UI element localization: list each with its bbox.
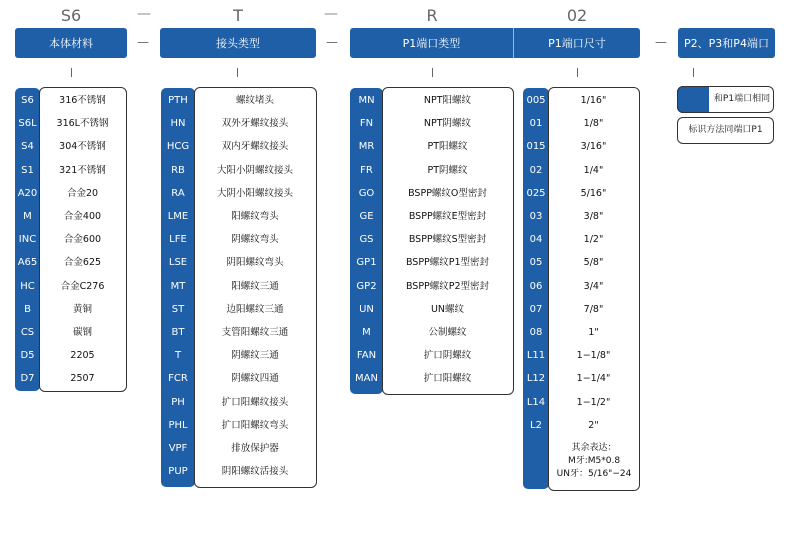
code-port-type: R [426, 6, 438, 25]
port-type-code: GP2 [356, 280, 377, 292]
port-type-code: GE [359, 211, 374, 222]
connector-code: ST [171, 303, 185, 315]
material-code: A65 [17, 257, 38, 269]
connector-code: LSE [168, 257, 188, 269]
material-desc: 合金C276 [60, 280, 105, 292]
material-desc: 2507 [70, 373, 95, 385]
connector-desc: 扩口阳螺纹弯头 [221, 419, 289, 431]
port-type-desc: NPT阴螺纹 [423, 118, 472, 130]
material-code: CS [20, 327, 35, 338]
material-code: S6 [21, 95, 34, 106]
port-type-desc: PT阳螺纹 [427, 141, 468, 153]
connector-code: MT [170, 280, 186, 292]
connector-code: FCR [168, 373, 188, 385]
port-size-code: 07 [529, 303, 543, 315]
connector-line-p234 [693, 68, 694, 77]
material-desc: 合金625 [63, 257, 102, 269]
port-size-desc: 1" [588, 327, 599, 338]
code-dash-1: — [137, 6, 151, 22]
connector-line-connector [237, 68, 238, 77]
port-size-desc: 1−1/4" [576, 373, 611, 385]
connector-desc: 阳螺纹弯头 [231, 211, 279, 222]
size-note-1: 其余表达： [571, 443, 617, 453]
port-size-code: 025 [526, 187, 546, 199]
p234-method-label: 标识方法同端口P1 [688, 125, 763, 135]
connector-desc: 扩口阳螺纹接头 [221, 396, 289, 408]
size-note-2: M牙:M5*0.8 [567, 456, 621, 466]
connector-code: PHL [168, 419, 188, 431]
connector-desc: 排放保护器 [231, 443, 279, 454]
code-dash-2: — [324, 6, 338, 22]
material-desc: 316不锈钢 [59, 95, 106, 106]
port-size-desc: 5/8" [583, 257, 604, 269]
port-size-code: 06 [529, 280, 543, 292]
code-connector: T [233, 6, 243, 25]
connector-code: T [174, 350, 182, 362]
code-port-size: 02 [566, 6, 588, 25]
port-size-code: 08 [529, 327, 543, 338]
material-desc: 合金20 [66, 187, 99, 199]
material-code: B [24, 303, 31, 315]
header-port-type: P1端口类型 [350, 28, 513, 58]
connector-code: RA [171, 187, 185, 199]
connector-desc: 螺纹堵头 [235, 95, 274, 106]
header-port-size: P1端口尺寸 [514, 28, 640, 58]
port-type-code: GS [359, 234, 374, 246]
connector-desc: 大阴小阳螺纹接头 [216, 187, 293, 199]
port-type-code: MN [358, 95, 375, 106]
material-desc: 2205 [70, 350, 95, 362]
connector-code: VPF [168, 443, 188, 454]
port-type-code: GO [358, 187, 375, 199]
connector-desc: 阴螺纹三通 [231, 350, 279, 362]
material-code: S1 [21, 164, 34, 176]
material-code: A20 [17, 187, 38, 199]
port-type-desc: BSPP螺纹O型密封 [408, 187, 487, 199]
connector-desc: 双内牙螺纹接头 [221, 141, 289, 153]
port-type-code: MR [358, 141, 375, 153]
material-code: HC [20, 280, 35, 292]
port-size-code: L2 [530, 419, 542, 431]
connector-code: BT [171, 327, 185, 338]
port-size-code: L14 [526, 396, 546, 408]
port-size-code: L12 [526, 373, 546, 385]
material-desc: 合金600 [63, 234, 102, 246]
connector-desc: 支管阳螺纹三通 [221, 327, 289, 338]
connector-code: PH [171, 396, 185, 408]
connector-code: LME [167, 211, 189, 222]
port-type-code: FN [359, 118, 374, 130]
connector-line-port-size [577, 68, 578, 77]
port-size-desc: 3/16" [580, 141, 607, 153]
header-material: 本体材料 [15, 28, 127, 58]
port-size-desc: 3/4" [583, 280, 604, 292]
material-code: D5 [20, 350, 35, 362]
port-size-code: 015 [526, 141, 546, 153]
port-size-desc: 5/16" [580, 187, 607, 199]
port-size-desc: 3/8" [583, 211, 604, 222]
port-type-desc: BSPP螺纹S型密封 [408, 234, 487, 246]
port-size-desc: 1/2" [583, 234, 604, 246]
port-size-desc: 1/4" [583, 164, 604, 176]
connector-desc: 阴螺纹四通 [231, 373, 279, 385]
connector-code: PTH [168, 95, 188, 106]
material-desc: 316L不锈钢 [56, 118, 109, 130]
header-dash-3: — [655, 35, 667, 49]
port-type-code: GP1 [356, 257, 377, 269]
port-size-desc: 7/8" [583, 303, 604, 315]
connector-code: HN [170, 118, 186, 130]
port-size-desc: 1−1/8" [576, 350, 611, 362]
connector-desc: 阴阳螺纹活接头 [221, 466, 289, 478]
header-dash-2: — [326, 35, 338, 49]
port-size-code: L11 [526, 350, 546, 362]
material-desc: 黄铜 [72, 303, 92, 315]
port-type-code: MAN [355, 373, 378, 385]
p234-same-label: 和P1端口相同 [713, 94, 771, 104]
connector-line-port-type [432, 68, 433, 77]
connector-code: PUP [168, 466, 188, 478]
material-code: D7 [20, 373, 35, 385]
material-desc: 合金400 [63, 211, 102, 222]
port-size-code: 05 [529, 257, 543, 269]
port-type-desc: 扩口阴螺纹 [423, 350, 472, 362]
connector-desc: 大阳小阴螺纹接头 [216, 164, 293, 176]
header-connector: 接头类型 [160, 28, 316, 58]
port-size-desc: 1−1/2" [576, 396, 611, 408]
header-p234: P2、P3和P4端口 [678, 28, 775, 58]
material-code: INC [18, 234, 37, 246]
connector-code: RB [171, 164, 185, 176]
port-size-desc: 1/8" [583, 118, 604, 130]
port-size-code: 03 [529, 211, 543, 222]
material-code: S4 [21, 141, 34, 153]
connector-code: LFE [169, 234, 187, 246]
connector-desc: 双外牙螺纹接头 [221, 118, 289, 130]
port-type-desc: UN螺纹 [430, 303, 465, 315]
port-type-code: FR [360, 164, 373, 176]
material-desc: 304不锈钢 [59, 141, 106, 153]
connector-desc: 边阳螺纹三通 [226, 303, 284, 315]
port-type-desc: BSPP螺纹P2型密封 [405, 280, 490, 292]
port-type-code: FAN [356, 350, 377, 362]
connector-code: HCG [166, 141, 190, 153]
connector-desc: 阴螺纹弯头 [231, 234, 279, 246]
header-dash-1: — [137, 35, 149, 49]
code-material: S6 [60, 6, 82, 25]
port-type-desc: BSPP螺纹P1型密封 [405, 257, 490, 269]
port-size-code: 01 [529, 118, 543, 130]
port-type-code: UN [359, 303, 374, 315]
material-code: M [23, 211, 32, 222]
port-size-code: 04 [529, 234, 543, 246]
connector-desc: 阴阳螺纹弯头 [226, 257, 284, 269]
material-desc: 碳钢 [72, 327, 92, 338]
connector-line-material [71, 68, 72, 77]
port-size-desc: 2" [588, 419, 599, 431]
port-type-code: M [362, 327, 371, 338]
port-type-desc: BSPP螺纹E型密封 [408, 211, 487, 222]
port-size-desc: 1/16" [580, 95, 607, 106]
port-type-desc: PT阴螺纹 [427, 164, 468, 176]
port-type-desc: 公制螺纹 [428, 327, 467, 338]
port-type-desc: NPT阳螺纹 [423, 95, 472, 106]
port-type-desc: 扩口阳螺纹 [423, 373, 472, 385]
port-size-code: 005 [526, 95, 546, 106]
port-size-code: 02 [529, 164, 543, 176]
material-code: S6L [18, 118, 37, 130]
size-note-3: UN牙：5/16"−24 [556, 469, 632, 479]
connector-desc: 阳螺纹三通 [231, 280, 279, 292]
material-desc: 321不锈钢 [59, 164, 106, 176]
